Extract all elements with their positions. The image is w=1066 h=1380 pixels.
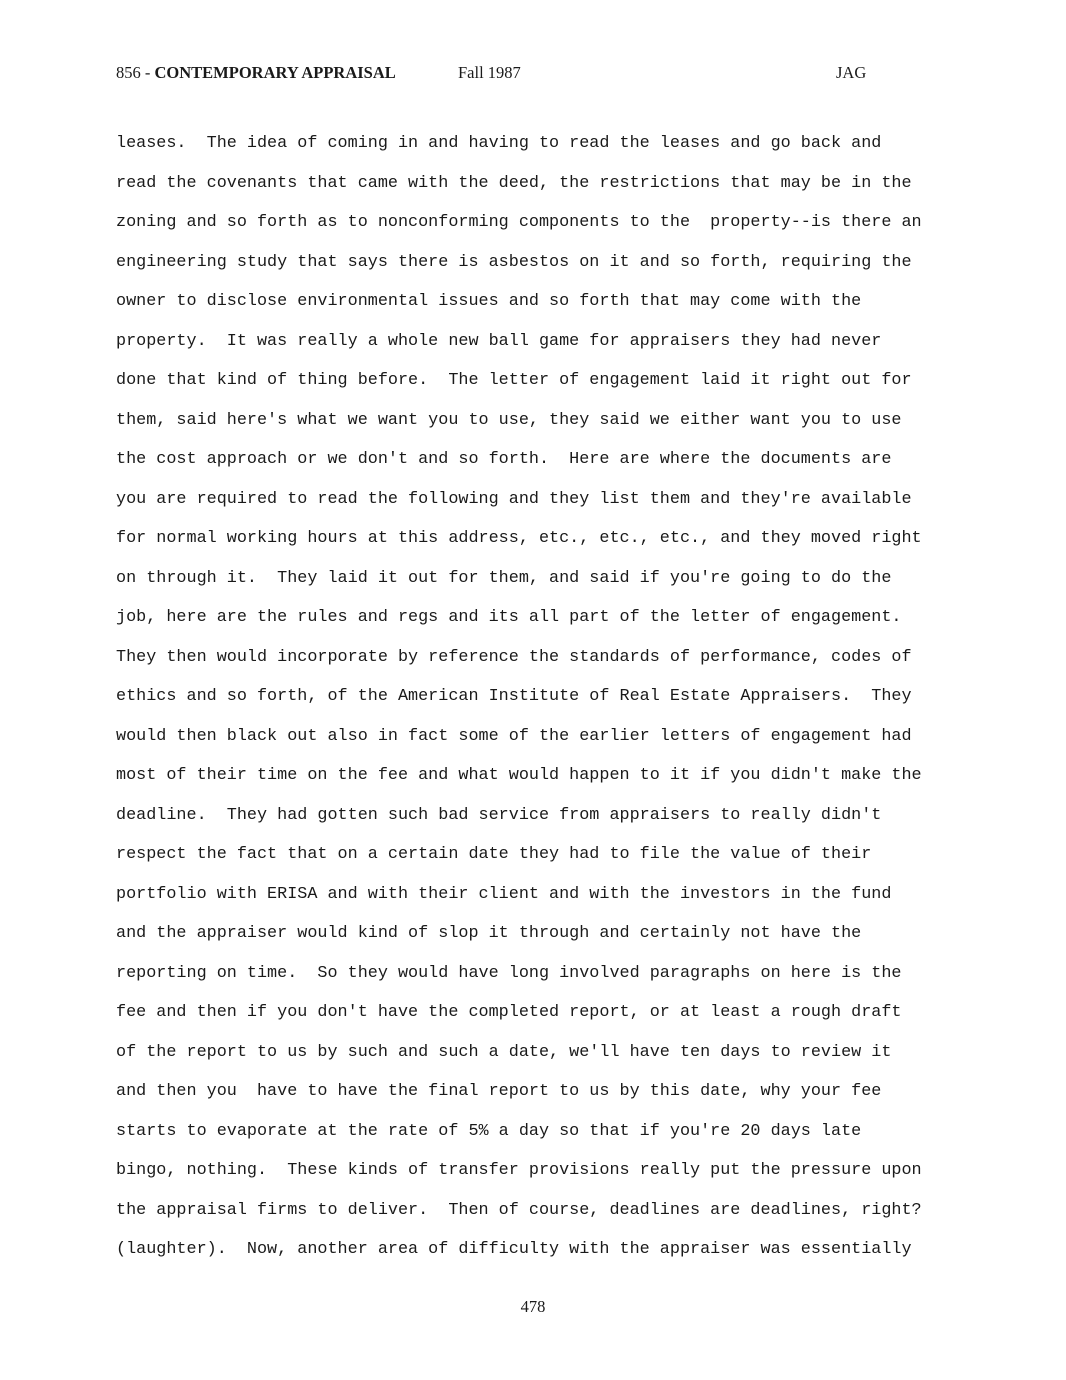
- text-line: would then black out also in fact some of the earlier letters of engagement had: [116, 726, 912, 746]
- term-label: Fall 1987: [458, 63, 521, 82]
- text-line: for normal working hours at this address, etc., etc., etc., and they moved right: [116, 529, 922, 548]
- text-line: them, said here's what we want you to use, they said we either want you to use: [116, 410, 902, 430]
- text-line: read the covenants that came with the deed, the restrictions that may be in the: [116, 173, 912, 193]
- text-line: of the report to us by such and such a date, we'll have ten days to review it: [116, 1042, 892, 1062]
- text-line: respect the fact that on a certain date they had to file the value of their: [116, 845, 872, 864]
- course-title: CONTEMPORARY APPRAISAL: [154, 63, 396, 82]
- course-heading: [116, 62, 396, 84]
- text-line: job, here are the rules and regs and its all part of the letter of engagement.: [116, 608, 902, 627]
- text-line: portfolio with ERISA and with their client and with the investors in the fund: [116, 884, 892, 904]
- text-line: engineering study that says there is asbestos on it and so forth, requiring the: [116, 252, 912, 272]
- text-line: most of their time on the fee and what would happen to it if you didn't make the: [116, 766, 922, 785]
- text-line: They then would incorporate by reference the standards of performance, codes of: [116, 647, 912, 667]
- page-footer: [0, 1296, 1066, 1318]
- text-line: ethics and so forth, of the American Institute of Real Estate Appraisers. They: [116, 687, 912, 706]
- text-line: on through it. They laid it out for them, and said if you're going to do the: [116, 568, 892, 588]
- text-line: starts to evaporate at the rate of 5% a day so that if you're 20 days late: [116, 1121, 862, 1141]
- page-number: 478: [520, 1297, 546, 1316]
- text-line: fee and then if you don't have the completed report, or at least a rough draft: [116, 1003, 902, 1022]
- text-line: the cost approach or we don't and so forth. Here are where the documents are: [116, 450, 892, 469]
- text-line: reporting on time. So they would have long involved paragraphs on here is the: [116, 963, 902, 983]
- course-number: 856 -: [116, 63, 155, 82]
- text-line: and then you have to have the final report to us by this date, why your fee: [116, 1082, 882, 1101]
- text-line: leases. The idea of coming in and having to read the leases and go back and: [116, 134, 882, 153]
- author-initials: JAG: [836, 63, 867, 82]
- text-line: bingo, nothing. These kinds of transfer provisions really put the pressure upon: [116, 1161, 922, 1180]
- text-line: deadline. They had gotten such bad service from appraisers to really didn't: [116, 805, 882, 825]
- text-line: the appraisal firms to deliver. Then of course, deadlines are deadlines, right?: [116, 1200, 922, 1220]
- text-line: zoning and so forth as to nonconforming components to the property--is there an: [116, 213, 922, 232]
- text-line: you are required to read the following and they list them and they're available: [116, 489, 912, 509]
- transcript-body: [116, 124, 976, 1270]
- text-line: done that kind of thing before. The letter of engagement laid it right out for: [116, 371, 912, 390]
- text-line: owner to disclose environmental issues and so forth that may come with the: [116, 292, 862, 311]
- text-line: and the appraiser would kind of slop it through and certainly not have the: [116, 924, 862, 943]
- text-line: (laughter). Now, another area of difficulty with the appraiser was essentially: [116, 1240, 912, 1259]
- page-header: [116, 62, 876, 84]
- text-line: property. It was really a whole new ball game for appraisers they had never: [116, 331, 882, 351]
